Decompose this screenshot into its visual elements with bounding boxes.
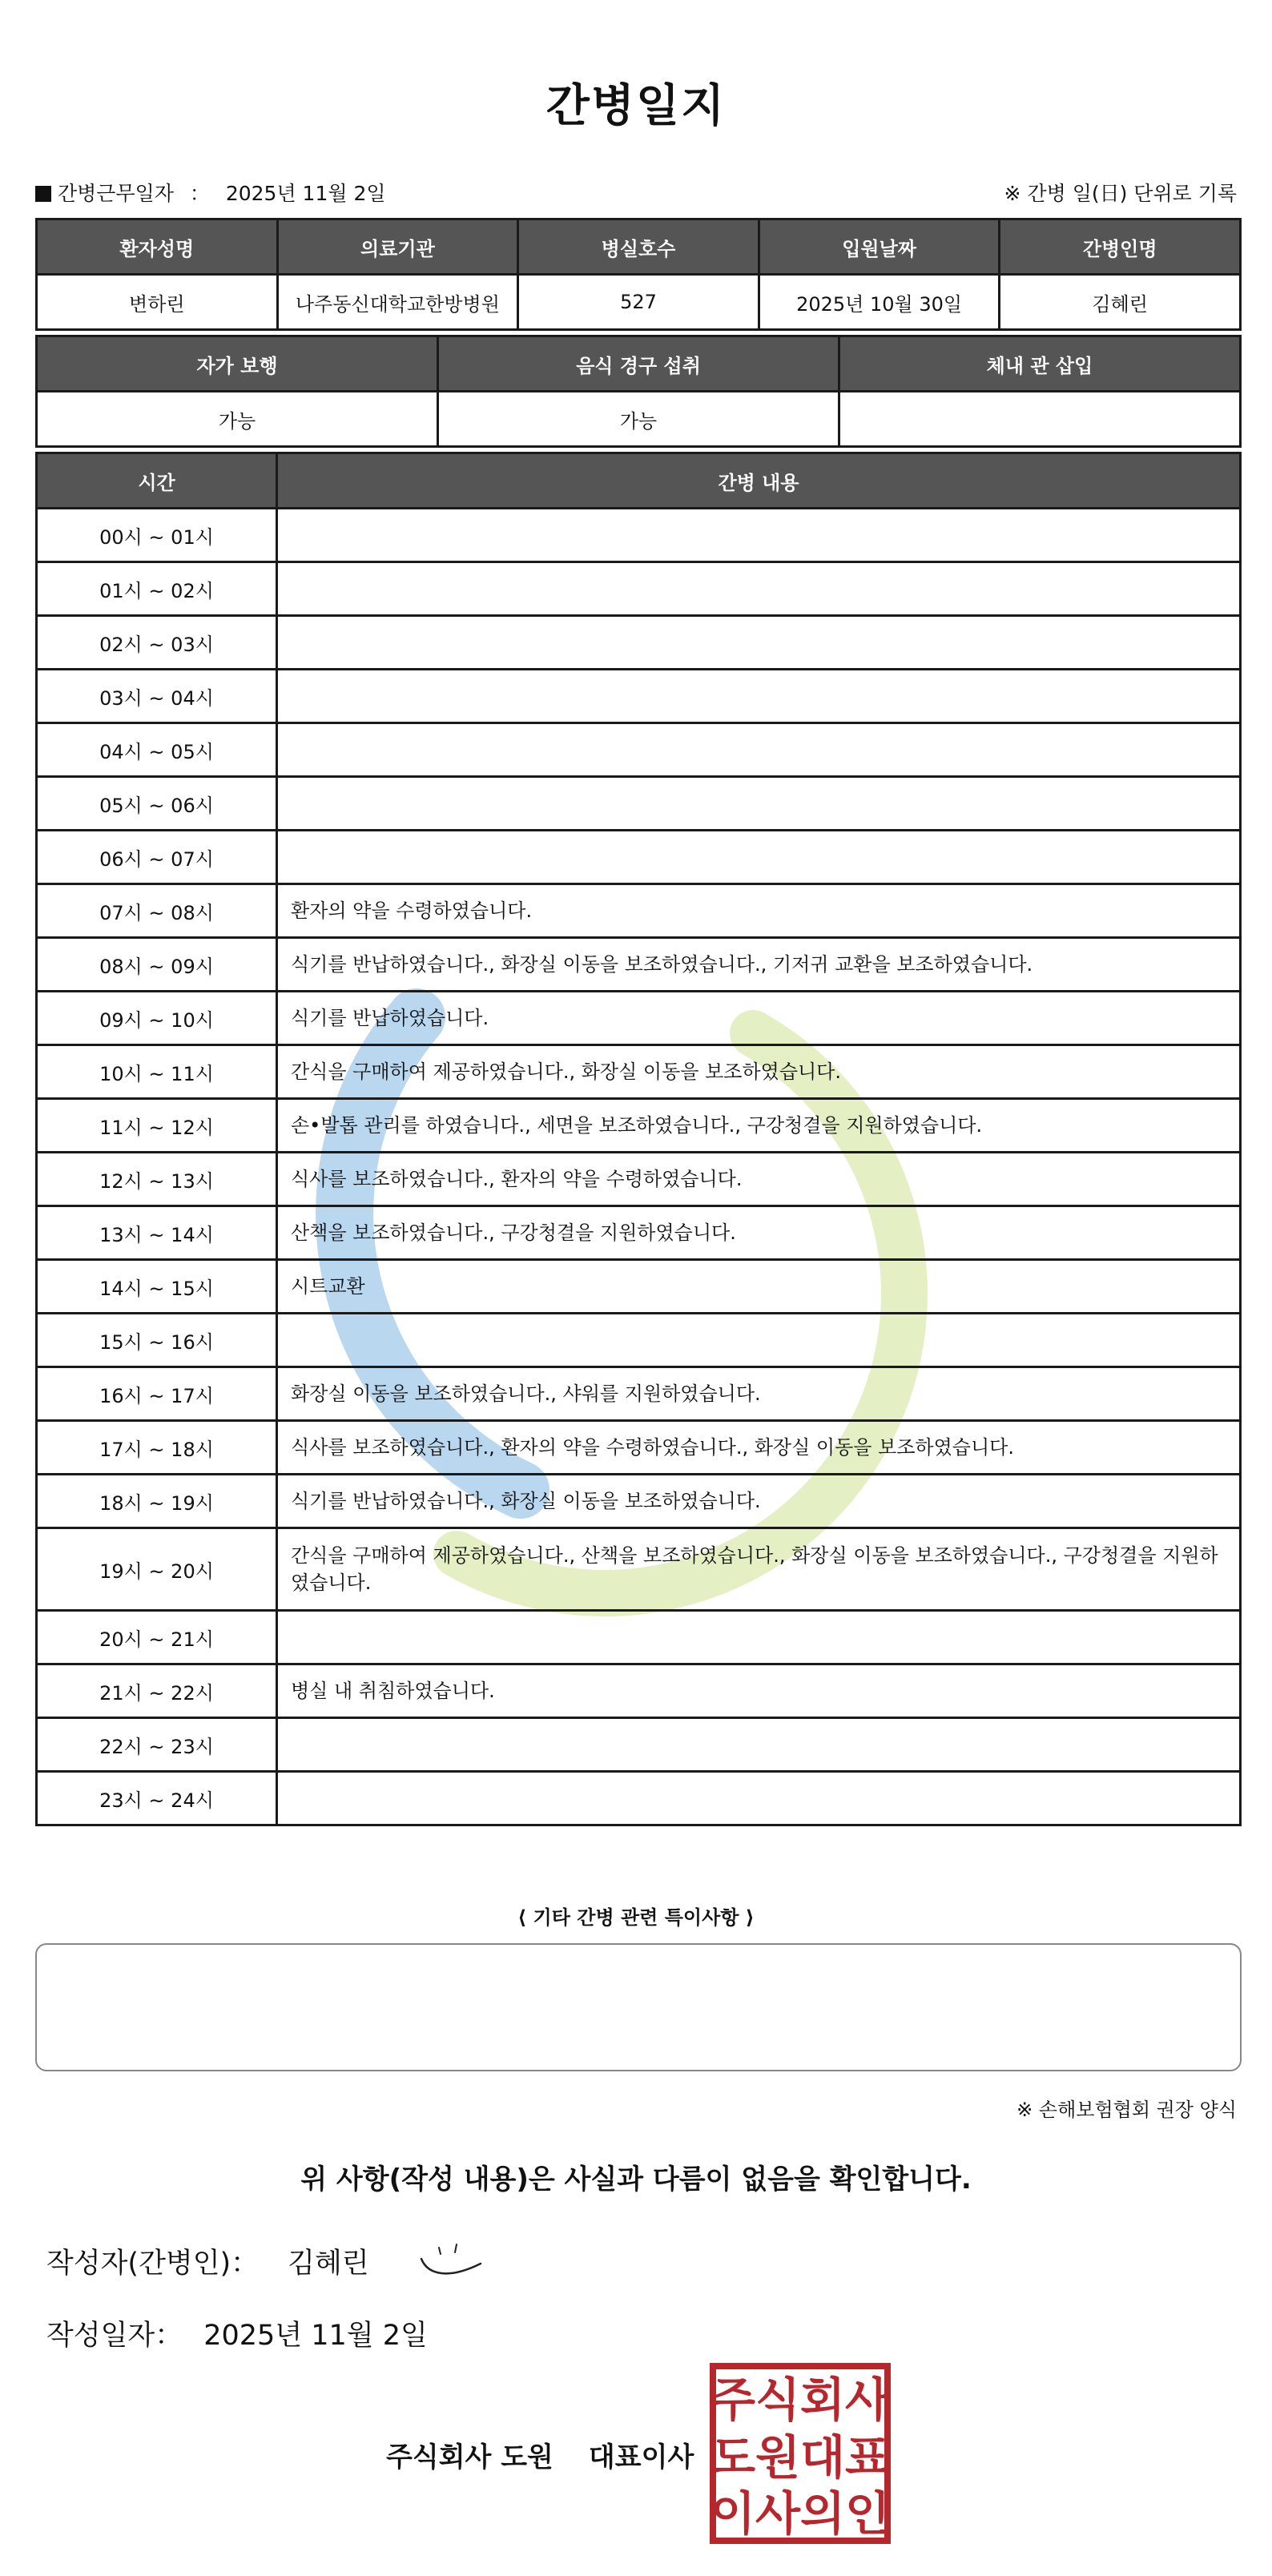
care-log-time: 04시 ~ 05시: [37, 723, 277, 777]
work-date-line: [35, 178, 386, 207]
care-log-row: [37, 1153, 1241, 1206]
care-log-time: 02시 ~ 03시: [37, 616, 277, 670]
care-log-time: 16시 ~ 17시: [37, 1367, 277, 1421]
care-log-content: [277, 1611, 1241, 1664]
header-self-walking: 자가 보행: [37, 336, 438, 392]
care-log-content: [277, 723, 1241, 777]
care-log-time: 14시 ~ 15시: [37, 1260, 277, 1314]
care-log-time: 17시 ~ 18시: [37, 1421, 277, 1475]
care-log-content: [277, 509, 1241, 562]
care-log-row: [37, 992, 1241, 1045]
care-log-header-row: [37, 453, 1241, 509]
care-log-time: 08시 ~ 09시: [37, 938, 277, 992]
care-log-row: [37, 1664, 1241, 1718]
self-walking-value: 가능: [37, 392, 438, 447]
care-log-content: 식사를 보조하였습니다., 환자의 약을 수령하였습니다., 화장실 이동을 보조하였습니다.: [277, 1421, 1241, 1475]
recommend-note: ※ 손해보험협회 권장 양식: [1016, 2099, 1237, 2121]
caregiver-name: 김혜린: [1000, 275, 1241, 330]
write-date-line: [46, 2313, 428, 2353]
patient-info-table: [35, 218, 1242, 331]
care-log-content: [277, 670, 1241, 723]
care-log-content: [277, 1314, 1241, 1367]
care-log-row: [37, 777, 1241, 831]
care-log-row: [37, 1099, 1241, 1153]
care-log-time: 13시 ~ 14시: [37, 1206, 277, 1260]
patient-info-value-row: [37, 275, 1241, 330]
care-log-row: [37, 1260, 1241, 1314]
care-log-row: [37, 884, 1241, 938]
care-log-content: 손•발톱 관리를 하였습니다., 세면을 보조하였습니다., 구강청결을 지원하였습니다.: [277, 1099, 1241, 1153]
company-seal: [710, 2363, 891, 2544]
care-log-row: [37, 1611, 1241, 1664]
care-log-time: 20시 ~ 21시: [37, 1611, 277, 1664]
tube-insertion-value: [839, 392, 1241, 447]
care-log-row: [37, 723, 1241, 777]
unit-note: ※ 간병 일(日) 단위로 기록: [1004, 182, 1237, 205]
special-notes-title: ⟨ 기타 간병 관련 특이사항 ⟩: [517, 1906, 755, 1929]
company-name: 주식회사 도원: [386, 2441, 553, 2473]
care-log-content: [277, 562, 1241, 616]
header-patient-name: 환자성명: [37, 219, 278, 275]
header-care-content: 간병 내용: [277, 453, 1241, 509]
oral-intake-value: 가능: [438, 392, 839, 447]
care-log-time: 09시 ~ 10시: [37, 992, 277, 1045]
care-log-row: [37, 1421, 1241, 1475]
care-log-row: [37, 1475, 1241, 1528]
care-log-content: 식사를 보조하였습니다., 환자의 약을 수령하였습니다.: [277, 1153, 1241, 1206]
work-date-label: 간병근무일자: [58, 182, 174, 205]
care-log-row: [37, 1314, 1241, 1367]
header-time: 시간: [37, 453, 277, 509]
care-log-time: 00시 ~ 01시: [37, 509, 277, 562]
care-log-row: [37, 1718, 1241, 1772]
svg-text:이사의인: 이사의인: [710, 2486, 891, 2541]
care-log-content: 화장실 이동을 보조하였습니다., 샤워를 지원하였습니다.: [277, 1367, 1241, 1421]
header-room-number: 병실호수: [518, 219, 759, 275]
care-log-time: 15시 ~ 16시: [37, 1314, 277, 1367]
admission-date: 2025년 10월 30일: [759, 275, 1000, 330]
writer-line: [46, 2241, 369, 2281]
patient-status-header-row: [37, 336, 1241, 392]
header-caregiver-name: 간병인명: [1000, 219, 1241, 275]
care-log-time: 18시 ~ 19시: [37, 1475, 277, 1528]
care-log-row: [37, 1206, 1241, 1260]
care-log-body: [37, 509, 1241, 1825]
care-log-content: 식기를 반납하였습니다., 화장실 이동을 보조하였습니다.: [277, 1475, 1241, 1528]
header-tube-insertion: 체내 관 삽입: [839, 336, 1241, 392]
header-hospital: 의료기관: [277, 219, 518, 275]
care-log-time: 01시 ~ 02시: [37, 562, 277, 616]
care-log-row: [37, 1772, 1241, 1825]
care-log-content: [277, 616, 1241, 670]
care-log-time: 10시 ~ 11시: [37, 1045, 277, 1099]
care-log-time: 11시 ~ 12시: [37, 1099, 277, 1153]
care-log-time: 05시 ~ 06시: [37, 777, 277, 831]
care-log-table: [35, 452, 1242, 1826]
care-log-time: 23시 ~ 24시: [37, 1772, 277, 1825]
care-log-content: 간식을 구매하여 제공하였습니다., 화장실 이동을 보조하였습니다.: [277, 1045, 1241, 1099]
write-date-value: 2025년 11월 2일: [203, 2320, 428, 2352]
care-log-time: 06시 ~ 07시: [37, 831, 277, 884]
hospital-name: 나주동신대학교한방병원: [277, 275, 518, 330]
patient-name: 변하린: [37, 275, 278, 330]
care-log-row: [37, 616, 1241, 670]
room-number: 527: [518, 275, 759, 330]
care-log-row: [37, 1045, 1241, 1099]
care-log-time: 22시 ~ 23시: [37, 1718, 277, 1772]
header-admission-date: 입원날짜: [759, 219, 1000, 275]
confirmation-statement: 위 사항(작성 내용)은 사실과 다름이 없음을 확인합니다.: [300, 2163, 972, 2196]
company-line: [386, 2435, 694, 2474]
header-oral-intake: 음식 경구 섭취: [438, 336, 839, 392]
svg-text:주식회사: 주식회사: [710, 2373, 891, 2427]
care-log-content: 산책을 보조하였습니다., 구강청결을 지원하였습니다.: [277, 1206, 1241, 1260]
care-log-row: [37, 831, 1241, 884]
patient-status-value-row: [37, 392, 1241, 447]
care-log-time: 03시 ~ 04시: [37, 670, 277, 723]
square-bullet-icon: [35, 186, 51, 202]
care-log-row: [37, 1528, 1241, 1611]
care-log-content: 병실 내 취침하였습니다.: [277, 1664, 1241, 1718]
care-log-content: [277, 1772, 1241, 1825]
care-log-content: [277, 777, 1241, 831]
care-log-content: 식기를 반납하였습니다., 화장실 이동을 보조하였습니다., 기저귀 교환을 보조하였습니다.: [277, 938, 1241, 992]
care-log-row: [37, 562, 1241, 616]
care-log-time: 07시 ~ 08시: [37, 884, 277, 938]
patient-info-header-row: [37, 219, 1241, 275]
care-log-content: 간식을 구매하여 제공하였습니다., 산책을 보조하였습니다., 화장실 이동을 보조하였습니다., 구강청결을 지원하였습니다.: [277, 1528, 1241, 1611]
care-log-content: 시트교환: [277, 1260, 1241, 1314]
svg-text:도원대표: 도원대표: [710, 2430, 891, 2485]
care-log-content: [277, 831, 1241, 884]
signature-mark: [417, 2241, 489, 2289]
writer-name: 김혜린: [288, 2248, 369, 2280]
care-log-content: [277, 1718, 1241, 1772]
care-log-row: [37, 509, 1241, 562]
care-log-time: 19시 ~ 20시: [37, 1528, 277, 1611]
work-date-value: 2025년 11월 2일: [225, 182, 386, 205]
writer-label: 작성자(간병인)：: [46, 2248, 260, 2280]
care-log-time: 12시 ~ 13시: [37, 1153, 277, 1206]
care-log-content: 환자의 약을 수령하였습니다.: [277, 884, 1241, 938]
work-date-separator: ：: [189, 182, 210, 205]
care-log-row: [37, 670, 1241, 723]
write-date-label: 작성일자：: [46, 2320, 183, 2352]
care-log-content: 식기를 반납하였습니다.: [277, 992, 1241, 1045]
patient-status-table: [35, 335, 1242, 448]
representative-title: 대표이사: [588, 2441, 694, 2473]
care-log-row: [37, 938, 1241, 992]
care-log-time: 21시 ~ 22시: [37, 1664, 277, 1718]
care-log-row: [37, 1367, 1241, 1421]
special-notes-box: [35, 1943, 1242, 2071]
document-title: 간병일지: [545, 80, 727, 132]
